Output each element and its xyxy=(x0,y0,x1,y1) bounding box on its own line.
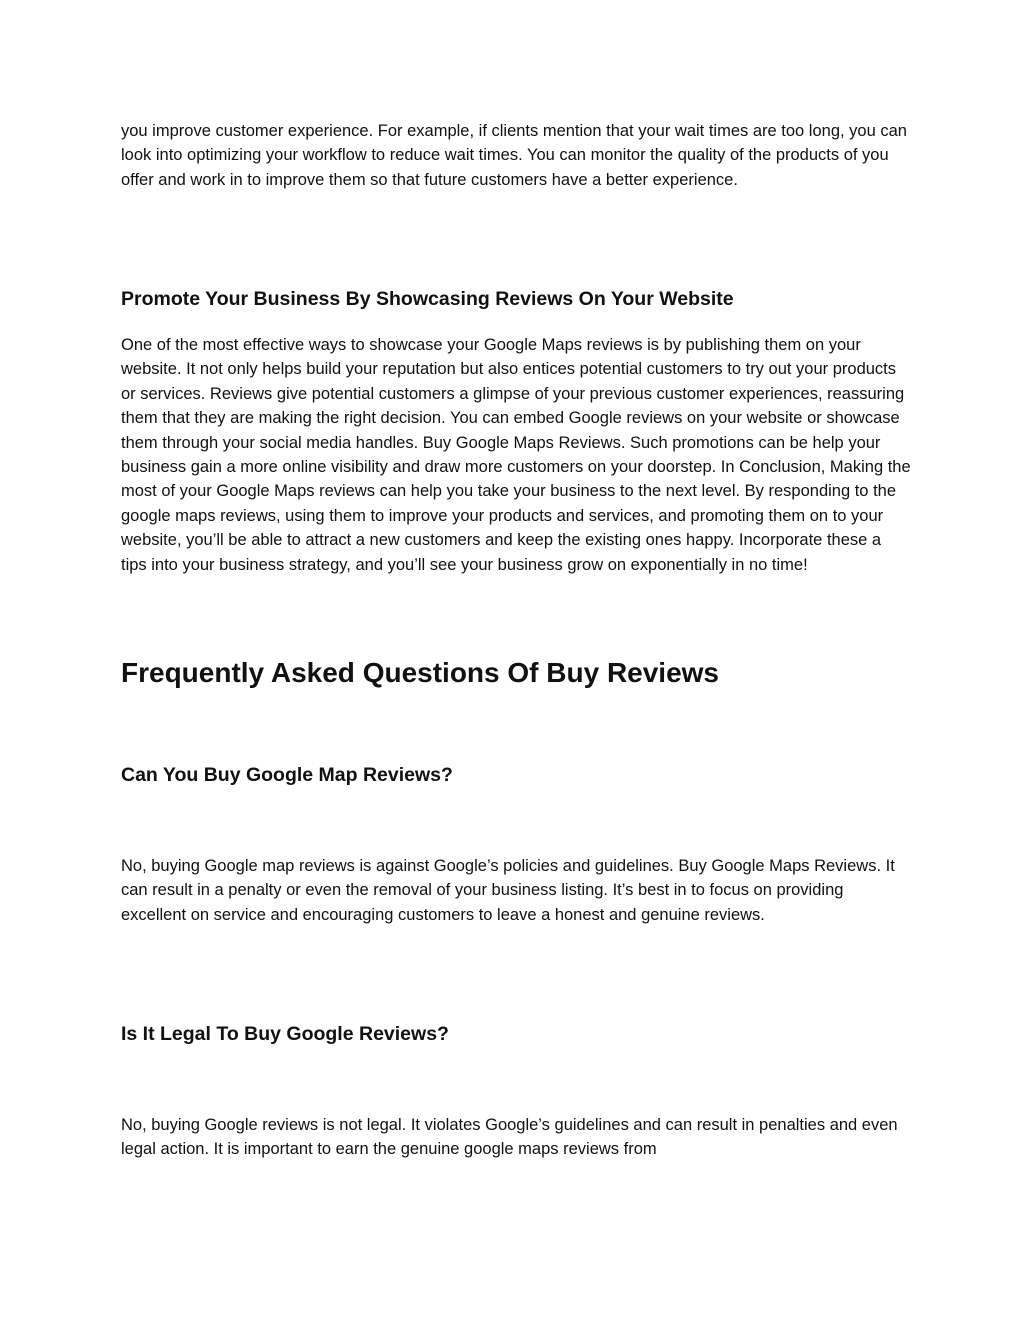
faq-title: Frequently Asked Questions Of Buy Reviews xyxy=(121,657,720,688)
faq-question: Can You Buy Google Map Reviews? xyxy=(121,764,453,786)
faq-answer: No, buying Google map reviews is against Google’s policies and guidelines. Buy Google Maps Reviews. It can result in a penalty or even the removal of your business listing. It’s best in to focus on providing excellent on service and encouraging customers to leave a honest and genuine reviews. xyxy=(121,857,895,924)
section-paragraph-promote: One of the most effective ways to showcase your Google Maps reviews is by publishing them on your website. It not only helps build your reputation but also entices potential customers to try out your products or services. Reviews give potential customers a glimpse of your previous customer experiences, reassuring them that they are making the right decision. You can embed Google reviews on your website or showcase them through your social media handles. Buy Google Maps Reviews. Such promotions can be help your business gain a more online visibility and draw more customers on your doorstep. In Conclusion, Making the most of your Google Maps reviews can help you take your business to the next level. By responding to the google maps reviews, using them to improve your products and services, and promoting them on to your website, you’ll be able to attract a new customers and keep the existing ones happy. Incorporate these a tips into your business strategy, and you’ll see your business grow on exponentially in no time! xyxy=(121,336,911,574)
intro-paragraph: you improve customer experience. For example, if clients mention that your wait times are too long, you can look into optimizing your workflow to reduce wait times. You can monitor the quality of the products of you offer and work in to improve them so that future customers have a better experience. xyxy=(121,122,907,189)
faq-answer: No, buying Google reviews is not legal. It violates Google’s guidelines and can result in penalties and even legal action. It is important to earn the genuine google maps reviews from xyxy=(121,1116,898,1159)
section-heading-promote: Promote Your Business By Showcasing Reviews On Your Website xyxy=(121,288,734,310)
faq-question: Is It Legal To Buy Google Reviews? xyxy=(121,1023,449,1045)
